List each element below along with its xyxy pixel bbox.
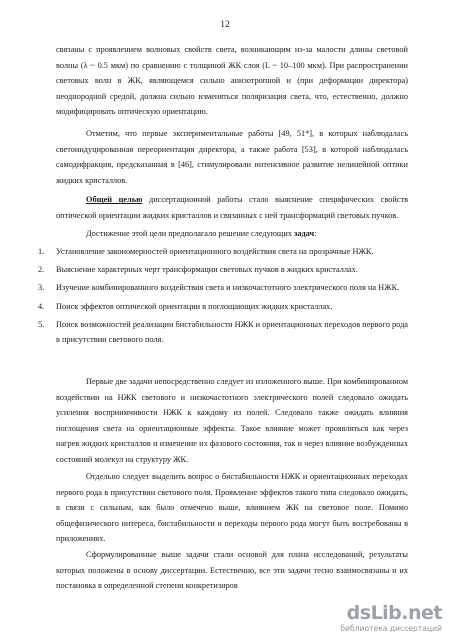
goal-heading: Общей целью (86, 195, 143, 204)
task-text: Поиск эффектов оптической ориентации в поглощающих жидких кристаллах. (56, 301, 333, 311)
task-item (38, 280, 408, 295)
dslib-watermark (330, 602, 442, 632)
goal-text: диссертационной работы стало выяснение специфических свойств оптической ориентации жидких кристаллов и связанных с ней трансформаций световых пучков. (56, 195, 408, 220)
paragraph-2: Отметим, что первые экспериментальные работы [49, 51*], в которых наблюдалась светоиндуцированная переориентация директора, а также работа [53], в которой наблюдалась самодифракция, предсказанная в [46], стимулировали интенсивное развитие нелинейной оптики жидких кристаллов. (56, 129, 408, 185)
paragraph-7: Сформулированные выше задачи стали основой для плана исследований, результаты которых положены в основу диссертации. Естественно, все эти задачи тесно взаимосвязаны и их постановка в определенной степени конкретизиров (56, 550, 408, 591)
paragraph-1: связаны с проявлением волновых свойств света, возникающим из-за малости длины световой волны (λ ~ 0.5 мкм) по сравнению с толщиной ЖК слоя (L ~ 10–100 мкм). При распространении световых волн в ЖК, являющемся сильно анизотропной и (при деформации директора) неоднородной средой, должна сильно изменяться поляризация света, что, естественно, должно модифицировать оптическую ориентацию. (56, 45, 408, 117)
task-item (38, 299, 408, 314)
task-number: 1. (38, 247, 45, 256)
task-number: 3. (38, 283, 45, 293)
task-item (38, 262, 408, 277)
tasks-intro-text: Достижение этой цели предполагало решение следующих (86, 229, 294, 238)
paragraph-5: Первые две задачи непосредственно следует из изложенного выше. При комбинированном воздействии на НЖК светового и низкочастотного электрического полей следовало ожидать усиления восприимчивости НЖК к каждому из полей. Следовало также ожидать влияния поглощения света на ориентационные эффекты. Такое влияние может проявляться как через нагрев жидких кристаллов и изменение их фазового состояния, так и через влияние возбужденных состояний молекул на структуру ЖК. (56, 377, 408, 464)
task-number: 5. (38, 319, 45, 329)
tasks-word: задач (294, 229, 315, 238)
task-number: 2. (38, 265, 45, 275)
paragraph-tasks-intro (56, 226, 408, 242)
task-number: 4. (38, 301, 45, 311)
paragraph-goal (56, 192, 408, 223)
task-text: Выяснение характерных черт трансформации световых пучков в жидких кристаллах. (56, 265, 358, 275)
task-text: Поиск возможностей реализации бистабильности НЖК и ориентационных переходов первого рода в присутствии светового поля. (56, 319, 408, 345)
tasks-list (38, 244, 408, 350)
watermark-logo: dsLib.net (346, 602, 442, 624)
paragraph-6: Отдельно следует выделить вопрос о бистабильности НЖК и ориентационных переходах первого рода в присутствии светового поля. Проявление эффектов такого типа следовало ожидать, в связи с сильным, как было отмечено выше, влиянием ЖК на световое поле. Помимо общефизического интереса, бистабильности и переходы первого рода могут быть востребованы в приложениях. (56, 472, 408, 544)
task-item (38, 244, 408, 259)
tasks-colon: : (314, 229, 317, 238)
page-number: 12 (220, 20, 230, 30)
watermark-subtitle: библиотека диссертаций (340, 624, 442, 633)
task-item (38, 317, 408, 347)
task-text: Изучение комбинированного воздействия света и низкочастотного электрического поля на НЖК. (56, 283, 400, 293)
task-text: Установление закономерностей ориентационного воздействия света на прозрачные НЖК. (56, 247, 374, 256)
